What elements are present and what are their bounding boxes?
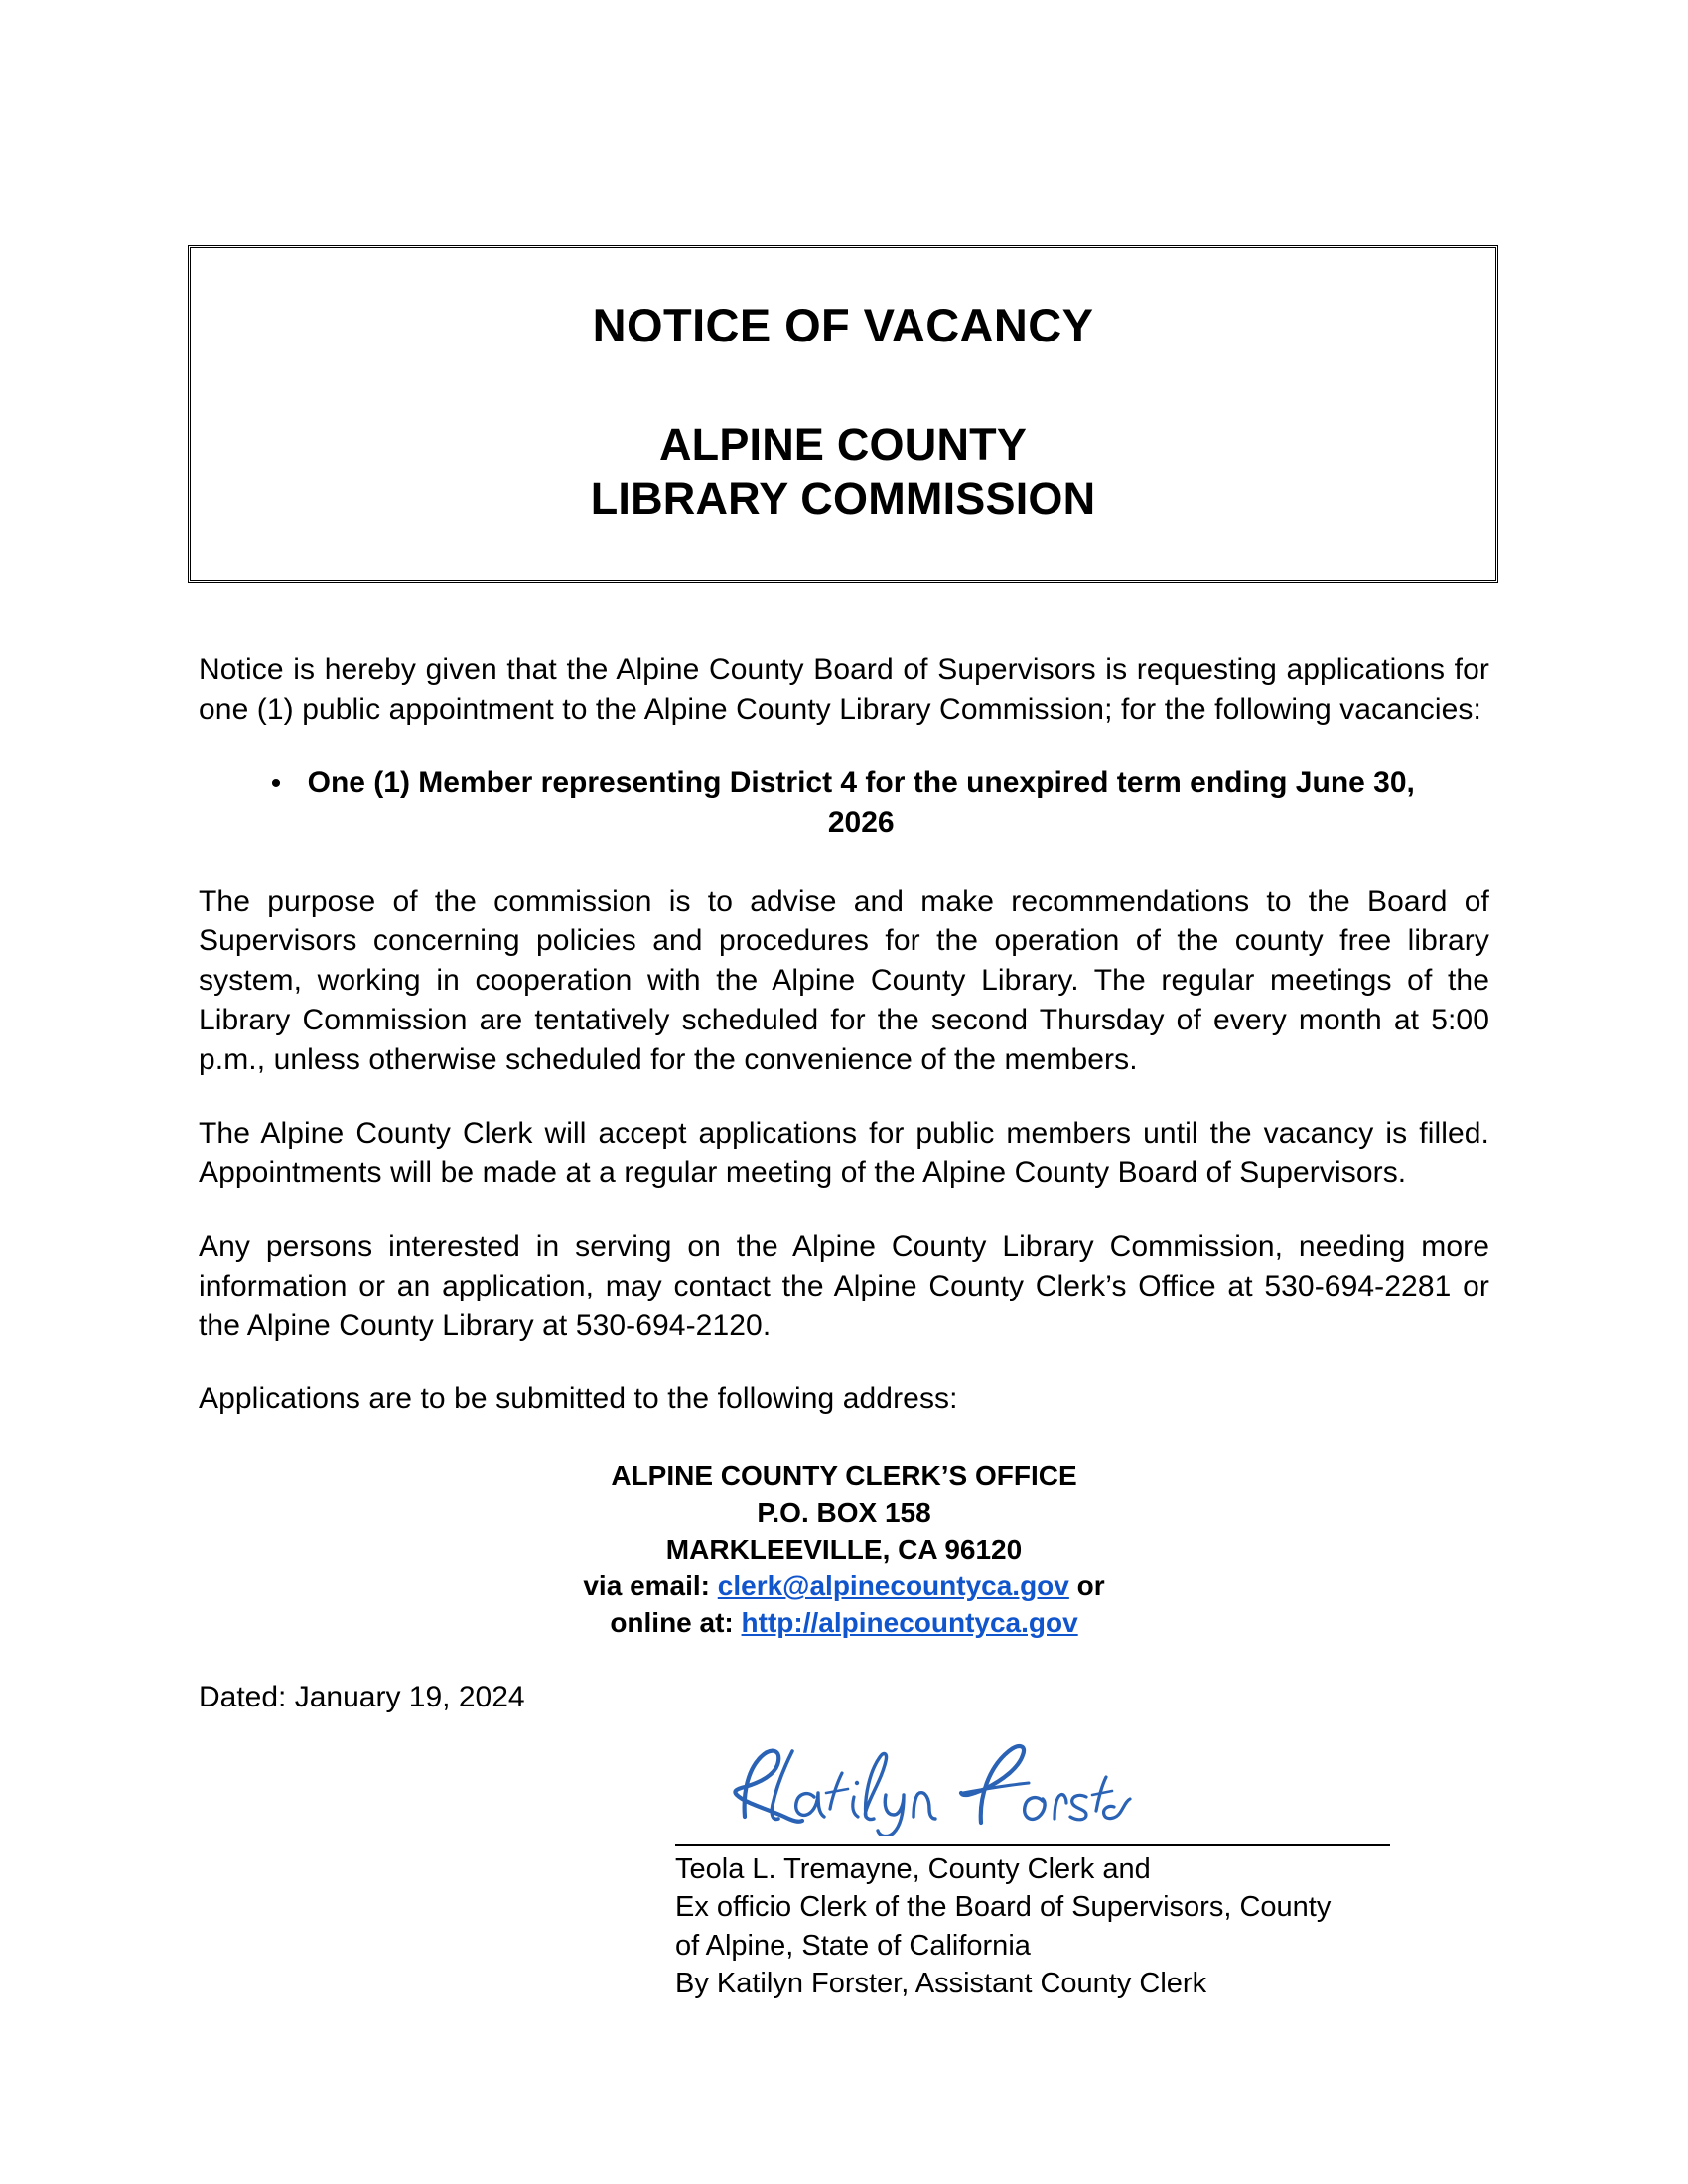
bullet-icon: • (270, 766, 282, 800)
submission-lead-paragraph: Applications are to be submitted to the following address: (199, 1382, 958, 1416)
address-po-box: P.O. BOX 158 (757, 1497, 931, 1529)
signer-title-line-1: Ex officio Clerk of the Board of Supervisors, County (675, 1891, 1332, 1924)
signer-by-line: By Katilyn Forster, Assistant County Clerk (675, 1967, 1207, 1999)
address-office-name: ALPINE COUNTY CLERK’S OFFICE (611, 1460, 1077, 1492)
handwritten-signature-icon (715, 1731, 1132, 1836)
contact-paragraph: Any persons interested in serving on the Alpine County Library Commission, needing more information or an application, may contact the Alpine County Clerk’s Office at 530-694-2281 or the Alpine County Library at 530-694-2120. (199, 1229, 1489, 1342)
vacancy-list (199, 763, 1489, 843)
address-email-line (199, 1569, 1489, 1605)
organization-line-2: LIBRARY COMMISSION (590, 473, 1096, 524)
intro-paragraph: Notice is hereby given that the Alpine County Board of Supervisors is requesting applications for one (1) public appointment to the Alpine County Library Commission; for the following vacancies: (199, 653, 1489, 726)
purpose-paragraph: The purpose of the commission is to advise and make recommendations to the Board of Supervisors concerning policies and procedures for the operation of the county free library system, working in cooperation with the Alpine County Library. The regular meetings of the Library Commission are tentatively scheduled for the second Thursday of every month at 5:00 p.m., unless otherwise scheduled for the convenience of the members. (199, 885, 1489, 1077)
address-website-line (199, 1605, 1489, 1642)
signer-name: Teola L. Tremayne, County Clerk and (675, 1853, 1151, 1886)
email-label: via email: (583, 1570, 718, 1602)
organization-line-1: ALPINE COUNTY (658, 418, 1028, 470)
address-city-state-zip: MARKLEEVILLE, CA 96120 (665, 1534, 1023, 1566)
signer-title-line-2: of Alpine, State of California (675, 1929, 1031, 1962)
notice-header-box (188, 245, 1498, 583)
signature-area (199, 1723, 1489, 1999)
mailing-address-block (199, 1458, 1489, 1642)
document-body (199, 650, 1489, 1999)
online-label: online at: (610, 1607, 742, 1639)
list-item (199, 763, 1489, 843)
signature-rule (675, 1844, 1390, 1846)
signature-block-text (675, 1850, 1430, 2002)
organization-title (591, 418, 1096, 527)
acceptance-paragraph: The Alpine County Clerk will accept applications for public members until the vacancy is filled. Appointments will be made at a regular meeting of the Alpine County Board of Supervisors. (199, 1117, 1489, 1189)
county-website-link[interactable]: http://alpinecountyca.gov (741, 1607, 1078, 1639)
vacancy-description: One (1) Member representing District 4 for the unexpired term ending June 30, 2026 (307, 765, 1415, 839)
dated-line: Dated: January 19, 2024 (199, 1681, 525, 1714)
email-suffix: or (1068, 1570, 1105, 1602)
clerk-email-link[interactable]: clerk@alpinecountyca.gov (717, 1570, 1069, 1602)
page-title: NOTICE OF VACANCY (592, 299, 1094, 351)
